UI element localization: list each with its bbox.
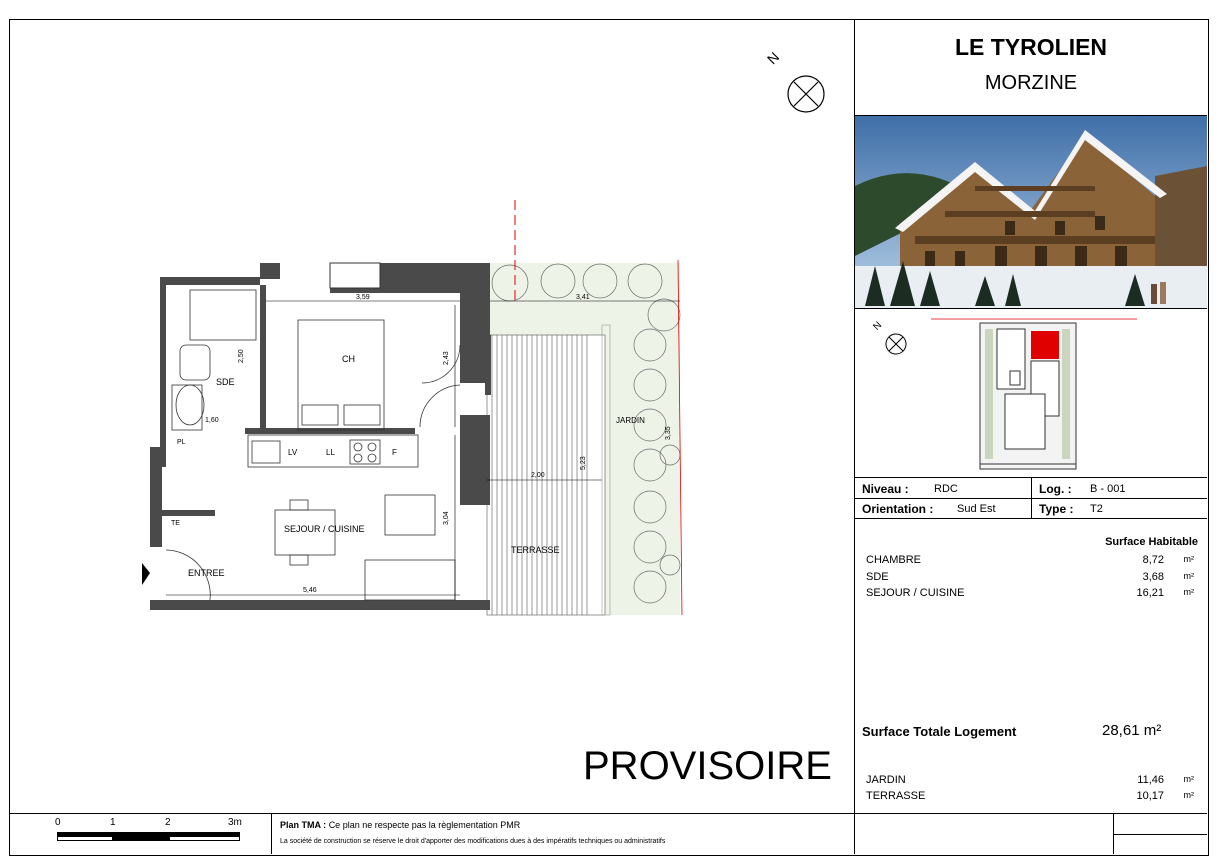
living-furniture xyxy=(275,495,455,600)
terrace-decking xyxy=(487,335,605,615)
surface-row-unit: m² xyxy=(1183,571,1194,581)
scale-label-3: 3m xyxy=(228,817,242,828)
walls xyxy=(150,263,491,610)
floor-plan xyxy=(130,195,690,625)
label-sde: SDE xyxy=(216,377,235,387)
surface-row-jardin xyxy=(866,774,1194,786)
bed xyxy=(298,320,384,430)
plan-note-bold: Plan TMA : xyxy=(280,820,327,830)
surface-row-unit: m² xyxy=(1183,554,1194,564)
provisoire-stamp: PROVISOIRE xyxy=(583,744,832,788)
plan-note-text: Ce plan ne respecte pas la règlementation PMR xyxy=(328,820,521,830)
project-title: LE TYROLIEN xyxy=(954,34,1108,60)
label-sejour: SEJOUR / CUISINE xyxy=(284,524,365,534)
footer-divider xyxy=(9,813,1207,814)
total-label: Surface Totale Logement xyxy=(862,724,1017,739)
label-pl: PL xyxy=(177,439,186,446)
info-bottom-line xyxy=(854,518,1207,519)
surface-row-chambre xyxy=(866,554,1194,566)
surface-row-name: TERRASSE xyxy=(866,790,926,802)
log-label: Log. : xyxy=(1039,482,1072,496)
dim-200: 2,00 xyxy=(531,472,545,479)
site-compass-letter: N xyxy=(871,319,885,333)
disclaimer: La société de construction se réserve le droit d'apporter des modifications dues à des impératifs techniques ou administratifs xyxy=(280,838,666,845)
scale-bar-seg-2 xyxy=(113,836,169,841)
dim-335: 3,35 xyxy=(665,426,672,440)
label-jardin: JARDIN xyxy=(616,416,645,425)
surface-row-value: 8,72 xyxy=(1142,554,1164,566)
log-value: B - 001 xyxy=(1090,483,1126,495)
scale-label-0: 0 xyxy=(55,817,61,828)
scale-bar xyxy=(57,832,240,842)
doors xyxy=(166,345,460,600)
dim-160: 1,60 xyxy=(205,417,219,424)
surface-header: Surface Habitable xyxy=(1105,536,1198,548)
dim-250: 2,50 xyxy=(238,349,245,363)
label-te: TE xyxy=(171,520,180,527)
surface-row-name: CHAMBRE xyxy=(866,554,922,566)
label-ch: CH xyxy=(342,354,355,364)
scale-bar-seg-1 xyxy=(57,836,113,841)
orientation-label: Orientation : xyxy=(862,502,934,516)
entry-arrow xyxy=(142,563,150,585)
label-terrasse: TERRASSE xyxy=(511,545,560,555)
label-f: F xyxy=(392,448,397,457)
dim-546: 5,46 xyxy=(303,587,317,594)
info-col-line xyxy=(1031,477,1032,518)
surface-row-terrasse xyxy=(866,790,1194,802)
surface-row-value: 11,46 xyxy=(1137,774,1164,786)
surface-row-value: 16,21 xyxy=(1136,587,1164,599)
surface-row-sejour xyxy=(866,587,1194,599)
label-lv: LV xyxy=(288,448,298,457)
dim-304: 3,04 xyxy=(443,511,450,525)
surface-row-unit: m² xyxy=(1183,790,1194,800)
orientation-value: Sud Est xyxy=(957,503,996,515)
surface-row-name: SDE xyxy=(866,571,889,583)
site-map xyxy=(855,309,1207,477)
niveau-label: Niveau : xyxy=(862,482,909,496)
project-town: MORZINE xyxy=(984,72,1078,94)
total-value: 28,61 m² xyxy=(1102,722,1162,739)
surface-row-unit: m² xyxy=(1183,774,1194,784)
footer-scale-divider xyxy=(271,813,272,854)
surface-row-value: 3,68 xyxy=(1142,571,1164,583)
dim-243: 2,43 xyxy=(443,351,450,365)
compass-icon xyxy=(786,74,826,114)
dim-523: 5,23 xyxy=(580,456,587,470)
footer-right-line xyxy=(1113,834,1207,835)
surface-row-sde xyxy=(866,571,1194,583)
type-label: Type : xyxy=(1039,502,1074,516)
surface-row-name: JARDIN xyxy=(866,774,906,786)
scale-label-1: 1 xyxy=(110,817,116,828)
surface-row-name: SEJOUR / CUISINE xyxy=(866,587,965,599)
compass-letter: N xyxy=(763,48,783,68)
dim-341: 3,41 xyxy=(576,294,590,301)
dim-359: 3,59 xyxy=(356,294,370,301)
building-photo xyxy=(855,116,1207,308)
type-value: T2 xyxy=(1090,503,1103,515)
scale-bar-seg-3 xyxy=(169,836,240,841)
plan-note xyxy=(280,820,520,830)
surface-row-value: 10,17 xyxy=(1136,790,1164,802)
scale-label-2: 2 xyxy=(165,817,171,828)
surface-row-unit: m² xyxy=(1183,587,1194,597)
niveau-value: RDC xyxy=(934,483,958,495)
label-ll: LL xyxy=(326,448,335,457)
label-entree: ENTREE xyxy=(188,568,225,578)
